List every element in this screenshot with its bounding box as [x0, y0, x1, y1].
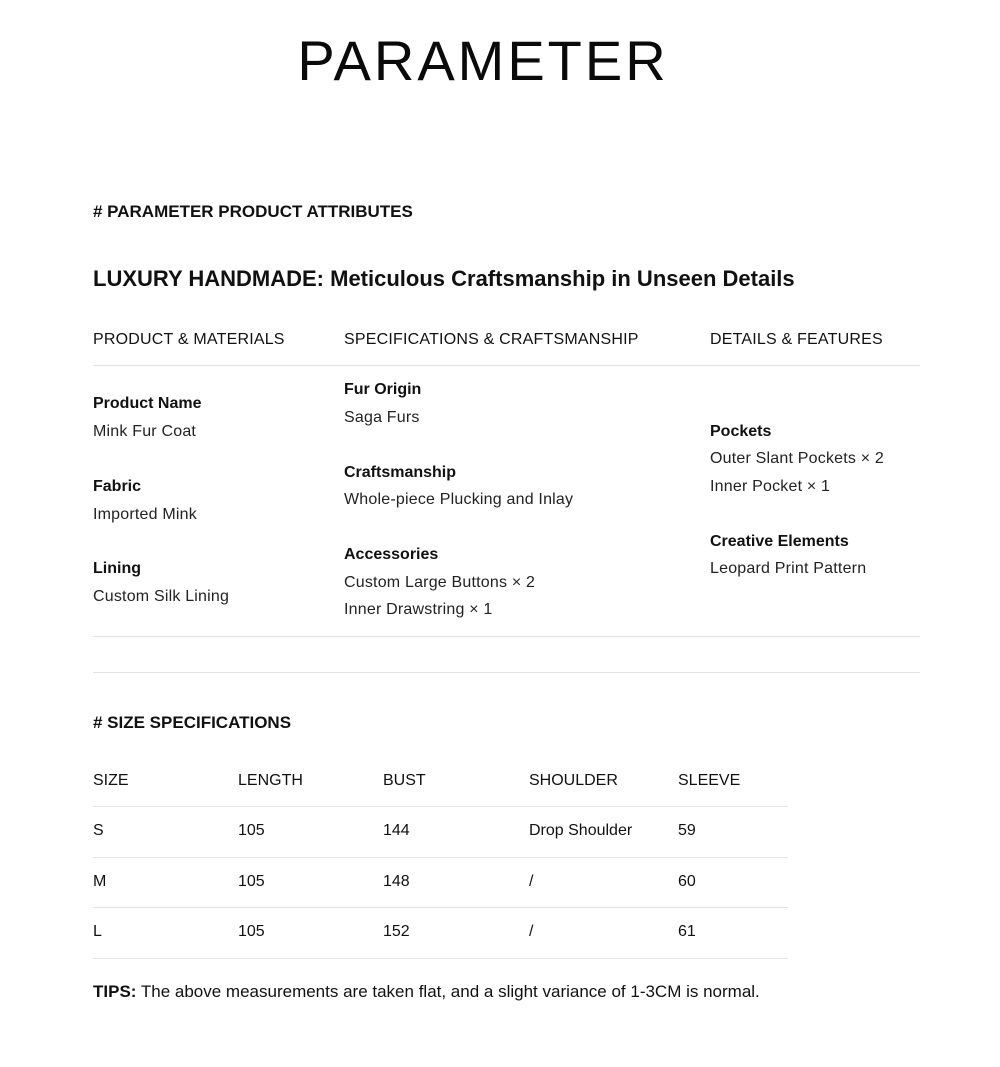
size-cell-shoulder: /: [529, 873, 534, 890]
attr-value-fur-origin: Saga Furs: [344, 409, 420, 426]
size-cell-sleeve: 59: [678, 822, 696, 839]
attr-label-pockets: Pockets: [710, 423, 772, 440]
size-row-divider: [93, 958, 788, 959]
size-cell-bust: 148: [383, 873, 410, 890]
attributes-heading: # PARAMETER PRODUCT ATTRIBUTES: [93, 202, 413, 221]
size-header-shoulder: SHOULDER: [529, 772, 618, 789]
column-header-product-materials: PRODUCT & MATERIALS: [93, 331, 285, 348]
attributes-headline: LUXURY HANDMADE: Meticulous Craftsmanship in Unseen Details: [93, 266, 795, 291]
size-header-divider: [93, 806, 788, 807]
size-cell-bust: 144: [383, 822, 410, 839]
attr-label-creative-elements: Creative Elements: [710, 533, 849, 550]
attributes-header-divider: [93, 365, 920, 366]
attributes-bottom-divider: [93, 636, 920, 637]
tips-label: TIPS:: [93, 982, 137, 1001]
size-cell-shoulder: /: [529, 923, 534, 940]
size-cell-size: L: [93, 923, 102, 940]
attr-label-accessories: Accessories: [344, 546, 439, 563]
tips-note: [93, 982, 760, 1002]
attr-label-product-name: Product Name: [93, 395, 202, 412]
section-divider: [93, 672, 920, 673]
size-cell-shoulder: Drop Shoulder: [529, 822, 633, 839]
attr-value-fabric: Imported Mink: [93, 506, 197, 523]
size-cell-length: 105: [238, 923, 265, 940]
size-row-divider: [93, 857, 788, 858]
size-cell-bust: 152: [383, 923, 410, 940]
size-cell-size: S: [93, 822, 104, 839]
size-header-sleeve: SLEEVE: [678, 772, 741, 789]
attr-value-creative-elements: Leopard Print Pattern: [710, 560, 867, 577]
column-header-details-features: DETAILS & FEATURES: [710, 331, 883, 348]
size-cell-length: 105: [238, 822, 265, 839]
attr-label-craftsmanship: Craftsmanship: [344, 464, 457, 481]
attr-value-craftsmanship: Whole-piece Plucking and Inlay: [344, 491, 574, 508]
attr-value-product-name: Mink Fur Coat: [93, 423, 197, 440]
attr-label-fabric: Fabric: [93, 478, 142, 495]
size-cell-sleeve: 61: [678, 923, 696, 940]
size-header-size: SIZE: [93, 772, 129, 789]
attr-value-pockets-2: Inner Pocket × 1: [710, 478, 831, 495]
size-row-divider: [93, 907, 788, 908]
page-title: PARAMETER: [297, 29, 669, 92]
attr-label-fur-origin: Fur Origin: [344, 381, 422, 398]
size-cell-size: M: [93, 873, 107, 890]
size-heading: # SIZE SPECIFICATIONS: [93, 713, 292, 732]
attr-value-pockets-1: Outer Slant Pockets × 2: [710, 450, 885, 467]
attr-label-lining: Lining: [93, 560, 141, 577]
attr-value-lining: Custom Silk Lining: [93, 588, 230, 605]
attr-value-accessories-1: Custom Large Buttons × 2: [344, 574, 536, 591]
size-cell-sleeve: 60: [678, 873, 696, 890]
tips-text: The above measurements are taken flat, and a slight variance of 1-3CM is normal.: [136, 982, 760, 1001]
size-header-length: LENGTH: [238, 772, 303, 789]
size-cell-length: 105: [238, 873, 265, 890]
size-header-bust: BUST: [383, 772, 426, 789]
attr-value-accessories-2: Inner Drawstring × 1: [344, 601, 493, 618]
column-header-specifications: SPECIFICATIONS & CRAFTSMANSHIP: [344, 331, 639, 348]
